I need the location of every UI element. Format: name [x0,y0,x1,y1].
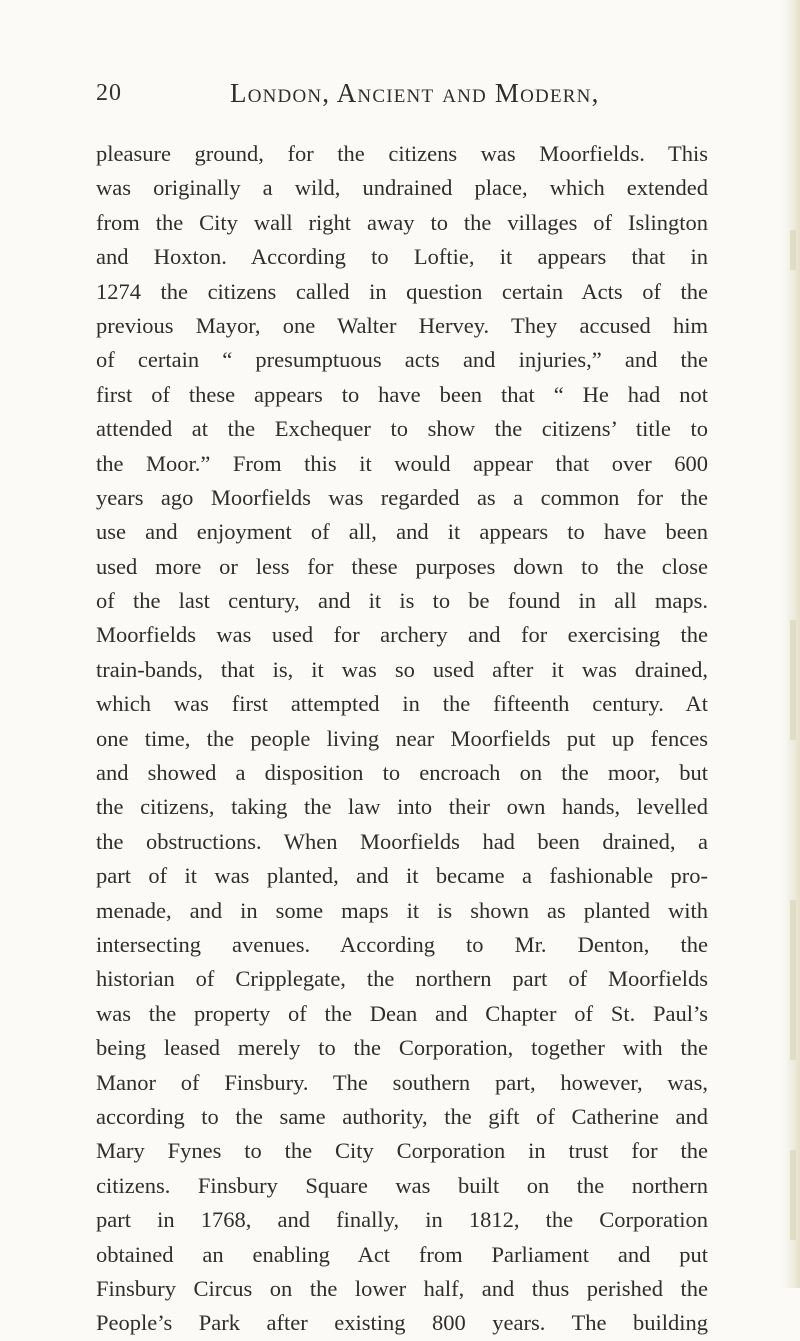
text-line: citizens. Finsbury Square was built on the northern [96,1172,708,1198]
text-line: intersecting avenues. According to Mr. Denton, the [96,931,708,957]
text-line: first of these appears to have been that “ He had not [96,381,708,407]
text-line: pleasure ground, for the citizens was Moorfields. This [96,141,708,166]
text-line: part in 1768, and finally, in 1812, the Corporation [96,1207,708,1233]
text-line: years ago Moorfields was regarded as a common for the [96,484,708,510]
page-edge-shading [782,0,800,1288]
text-line: being leased merely to the Corporation, together with the [96,1035,708,1061]
page-edge-mark [790,620,796,740]
text-line: of certain “ presumptuous acts and injuries,” and the [96,347,708,373]
text-line: the Moor.” From this it would appear that over 600 [96,450,708,476]
body-text [96,137,708,1341]
text-line: Finsbury Circus on the lower half, and thus perished the [96,1275,708,1301]
text-line: according to the same authority, the gift of Catherine and [96,1103,708,1129]
text-line: and showed a disposition to encroach on the moor, but [96,760,708,786]
text-line: 1274 the citizens called in question certain Acts of the [96,278,708,304]
text-line: of the last century, and it is to be found in all maps. [96,588,708,614]
text-line: the citizens, taking the law into their own hands, levelled [96,794,708,820]
text-line: which was first attempted in the fifteenth century. At [96,691,708,717]
page-edge-mark [790,230,796,270]
text-line: part of it was planted, and it became a fashionable pro- [96,863,708,889]
text-line: attended at the Exchequer to show the citizens’ title to [96,416,708,442]
text-line: Mary Fynes to the City Corporation in trust for the [96,1138,708,1164]
text-line: from the City wall right away to the villages of Islington [96,209,708,235]
text-line: the obstructions. When Moorfields had been drained, a [96,828,708,854]
text-line: one time, the people living near Moorfields put up fences [96,725,708,751]
text-line: train-bands, that is, it was so used after it was drained, [96,656,708,682]
page-edge-mark [790,900,796,1060]
text-line: used more or less for these purposes down to the close [96,553,708,579]
page-number: 20 [96,80,122,106]
text-line: Moorfields was used for archery and for exercising the [96,622,708,648]
text-line: People’s Park after existing 800 years. The building [96,1310,708,1336]
text-line: obtained an enabling Act from Parliament and put [96,1241,708,1267]
running-title: London, Ancient and Modern, [230,78,600,108]
page-edge-mark [790,1150,796,1240]
text-line: Manor of Finsbury. The southern part, however, was, [96,1069,708,1095]
text-line: previous Mayor, one Walter Hervey. They accused him [96,312,708,338]
text-line: use and enjoyment of all, and it appears to have been [96,519,708,545]
text-line: historian of Cripplegate, the northern part of Moorfields [96,966,708,992]
page-header [96,80,708,120]
text-line: and Hoxton. According to Loftie, it appears that in [96,244,708,270]
text-line: menade, and in some maps it is shown as planted with [96,897,708,923]
text-line: was the property of the Dean and Chapter of St. Paul’s [96,1000,708,1026]
text-line: was originally a wild, undrained place, which extended [96,175,708,201]
